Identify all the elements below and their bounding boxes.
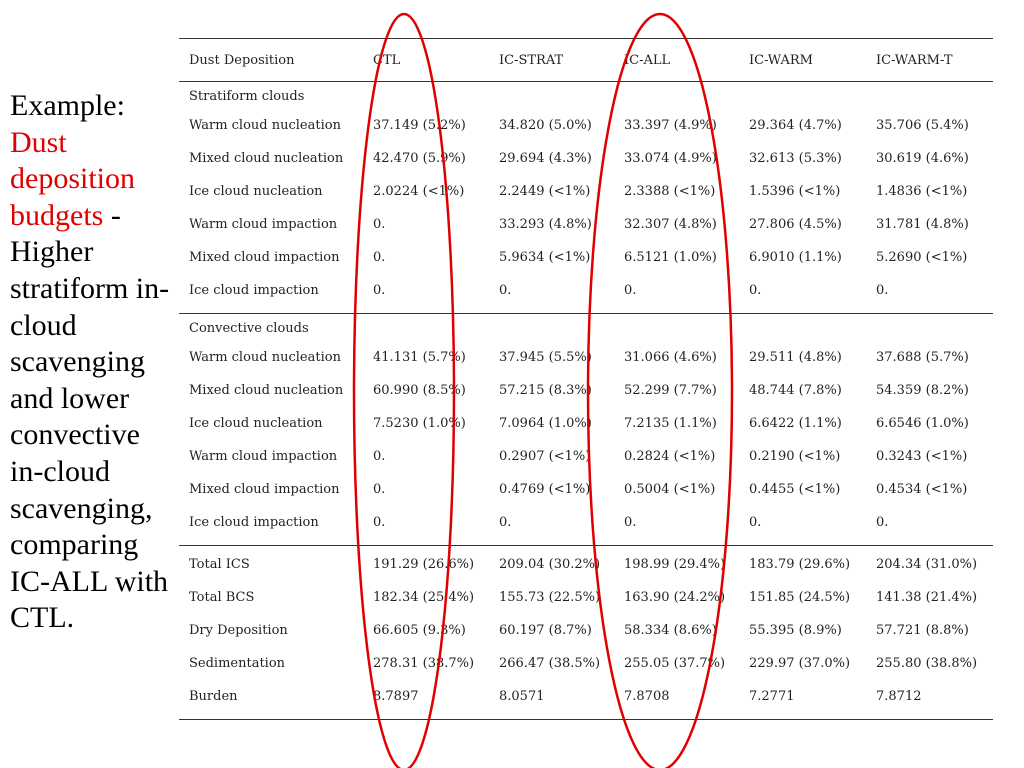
table-cell: IC-ALL [624,53,671,68]
table-cell: 163.90 (24.2%) [624,590,726,605]
table-row [179,247,993,280]
table-cell: 31.781 (4.8%) [876,217,969,232]
table-cell: 29.694 (4.3%) [499,151,592,166]
table-row [179,620,993,653]
table-cell: 0.2824 (<1%) [624,449,716,464]
table-row [179,214,993,247]
table-cell: 255.80 (38.8%) [876,656,978,671]
table-row [179,512,993,545]
table-row [179,587,993,620]
table-cell: 1.5396 (<1%) [749,184,841,199]
table-cell: 55.395 (8.9%) [749,623,842,638]
table-cell: 0. [749,283,762,298]
table-cell: 58.334 (8.6%) [624,623,717,638]
row-label: Warm cloud nucleation [189,118,341,133]
table-cell: 0. [876,515,889,530]
row-label: Warm cloud impaction [189,449,338,464]
table-cell: 27.806 (4.5%) [749,217,842,232]
table-cell: 57.721 (8.8%) [876,623,969,638]
row-label: Warm cloud nucleation [189,350,341,365]
table-cell: 0. [373,482,386,497]
table-cell: 151.85 (24.5%) [749,590,851,605]
table-cell: 7.2135 (1.1%) [624,416,717,431]
table-cell: 6.9010 (1.1%) [749,250,842,265]
table-cell: 48.744 (7.8%) [749,383,842,398]
table-cell: IC-STRAT [499,53,564,68]
table-cell: 31.066 (4.6%) [624,350,717,365]
table-cell: 8.0571 [499,689,545,704]
table-cell: 52.299 (7.7%) [624,383,717,398]
table-cell: 0. [876,283,889,298]
table-cell: 34.820 (5.0%) [499,118,592,133]
row-label: Burden [189,689,238,704]
table-cell: 41.131 (5.7%) [373,350,466,365]
table-row [179,181,993,214]
table-cell: 0. [749,515,762,530]
table-cell: 37.688 (5.7%) [876,350,969,365]
table-cell: 8.7897 [373,689,419,704]
table-cell: 0.2190 (<1%) [749,449,841,464]
table-cell: 54.359 (8.2%) [876,383,969,398]
table-cell: 0. [373,515,386,530]
header-row [179,39,993,81]
slide-caption [10,88,178,637]
highlight-text: Dust deposition budgets [10,125,135,232]
table-cell: 33.293 (4.8%) [499,217,592,232]
table-cell: 0. [499,283,512,298]
table-cell: 42.470 (5.9%) [373,151,466,166]
table-cell: 7.8708 [624,689,670,704]
row-label: Ice cloud impaction [189,283,319,298]
table-cell: 182.34 (25.4%) [373,590,475,605]
table-cell: 0. [373,449,386,464]
table-row [179,446,993,479]
table-cell: 7.5230 (1.0%) [373,416,466,431]
table-cell: 7.2771 [749,689,795,704]
table-row [179,653,993,686]
table-cell: 7.0964 (1.0%) [499,416,592,431]
row-label: Mixed cloud nucleation [189,151,344,166]
table-cell: 0.5004 (<1%) [624,482,716,497]
table-cell: 155.73 (22.5%) [499,590,601,605]
table-cell: 191.29 (26.6%) [373,557,475,572]
table-row [179,554,993,587]
table-cell: 0.4455 (<1%) [749,482,841,497]
row-label: Total ICS [189,557,250,572]
table-cell: 30.619 (4.6%) [876,151,969,166]
row-label: Dust Deposition [189,53,295,68]
table-cell: 0. [624,515,637,530]
table-cell: 33.074 (4.9%) [624,151,717,166]
section-title: Stratiform clouds [189,89,305,104]
table-cell: 6.6422 (1.1%) [749,416,842,431]
table-row [179,479,993,512]
table-cell: 33.397 (4.9%) [624,118,717,133]
table-cell: 5.2690 (<1%) [876,250,968,265]
table-cell: 0. [373,283,386,298]
table-cell: 255.05 (37.7%) [624,656,726,671]
table-cell: 0.4534 (<1%) [876,482,968,497]
table-cell: 35.706 (5.4%) [876,118,969,133]
table-cell: 183.79 (29.6%) [749,557,851,572]
table-cell: 60.990 (8.5%) [373,383,466,398]
dash-text: - [103,198,121,232]
row-label: Sedimentation [189,656,286,671]
table-cell: 0.4769 (<1%) [499,482,591,497]
row-label: Ice cloud impaction [189,515,319,530]
table-cell: 2.2449 (<1%) [499,184,591,199]
row-label: Ice cloud nucleation [189,416,323,431]
table-cell: 6.6546 (1.0%) [876,416,969,431]
table-cell: 37.149 (5.2%) [373,118,466,133]
row-label: Dry Deposition [189,623,288,638]
example-label: Example: [10,89,125,122]
table-cell: IC-WARM-T [876,53,953,68]
description-text: Higher stratiform in-cloud scavenging and lower convective in-cloud scavenging, comparing IC-ALL with CTL. [10,235,170,635]
table-cell: 32.307 (4.8%) [624,217,717,232]
table-row [179,115,993,148]
row-label: Mixed cloud impaction [189,482,340,497]
table-row [179,347,993,380]
table-row [179,148,993,181]
row-label: Mixed cloud nucleation [189,383,344,398]
dust-deposition-table [179,38,993,720]
table-cell: 0. [499,515,512,530]
row-label: Warm cloud impaction [189,217,338,232]
convective-rows [179,347,993,545]
table-cell: CTL [373,53,401,68]
row-label: Total BCS [189,590,255,605]
table-cell: 0. [624,283,637,298]
section-stratiform [179,82,993,115]
table-cell: 0.3243 (<1%) [876,449,968,464]
table-row [179,280,993,313]
table-row [179,413,993,446]
table-cell: 278.31 (38.7%) [373,656,475,671]
table-cell: 198.99 (29.4%) [624,557,726,572]
table-cell: 29.364 (4.7%) [749,118,842,133]
table-cell: 66.605 (9.3%) [373,623,466,638]
table-cell: 0. [373,217,386,232]
table-cell: 7.8712 [876,689,922,704]
bottom-rule [179,719,993,720]
table-cell: 2.3388 (<1%) [624,184,716,199]
section-title: Convective clouds [189,321,309,336]
table-cell: 6.5121 (1.0%) [624,250,717,265]
table-cell: 0. [373,250,386,265]
table-cell: 0.2907 (<1%) [499,449,591,464]
table-cell: 57.215 (8.3%) [499,383,592,398]
table-row [179,686,993,719]
row-label: Mixed cloud impaction [189,250,340,265]
table-cell: 229.97 (37.0%) [749,656,851,671]
table-cell: 29.511 (4.8%) [749,350,842,365]
table-cell: 5.9634 (<1%) [499,250,591,265]
table-cell: 266.47 (38.5%) [499,656,601,671]
table-cell: 209.04 (30.2%) [499,557,601,572]
table-cell: 204.34 (31.0%) [876,557,978,572]
table-row [179,380,993,413]
table-cell: IC-WARM [749,53,813,68]
section-convective [179,314,993,347]
table-cell: 141.38 (21.4%) [876,590,978,605]
table-cell: 32.613 (5.3%) [749,151,842,166]
table-cell: 60.197 (8.7%) [499,623,592,638]
table-cell: 1.4836 (<1%) [876,184,968,199]
row-label: Ice cloud nucleation [189,184,323,199]
stratiform-rows [179,115,993,313]
total-rows [179,554,993,719]
table-cell: 2.0224 (<1%) [373,184,465,199]
table-cell: 37.945 (5.5%) [499,350,592,365]
